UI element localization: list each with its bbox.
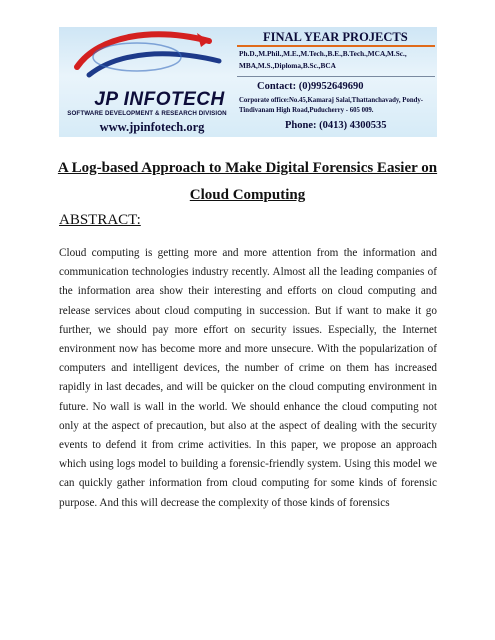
contact-number: Contact: (0)9952649690 <box>257 81 364 92</box>
orange-divider <box>237 45 435 47</box>
brand-name: JP INFOTECH <box>94 89 225 110</box>
swoosh-logo-icon <box>59 27 234 93</box>
phone-number: Phone: (0413) 4300535 <box>285 120 387 131</box>
website-link[interactable]: www.jpinfotech.org <box>99 120 205 134</box>
office-address: Corporate office:No.45,Kamaraj Salai,Thattanchavady, Pondy-Tindivanam High Road,Puducherry - 605 009. <box>239 97 424 114</box>
abstract-text: Cloud computing is getting more and more attention from the information and communication technologies industry recently. Almost all the leading companies of the information area show their interesting and efforts on cloud computing and release services about cloud computing in succession. But if want to make it go further, we should pay more effort on security issues. Especially, the Internet environment now has become more and more unsecure. With the popularization of computers and intelligent devices, the number of crime on them has increased rapidly in last decades, and will be quicker on the cloud computing environment in future. No wall is wall in the world. We should enhance the cloud computing not only at the aspect of precaution, but also at the aspect of dealing with the security events to defend it from crime activities. In this paper, we propose an approach which using logs model to building a forensic-friendly system. Using this model we can quickly gather information from cloud computing for some kinds of forensic purpose. And this will decrease the complexity of those kinds of forensics <box>59 247 437 509</box>
projects-title: FINAL YEAR PROJECTS <box>263 30 408 44</box>
abstract-heading: ABSTRACT: <box>59 212 141 228</box>
division-label: SOFTWARE DEVELOPMENT & RESEARCH DIVISION <box>67 110 227 117</box>
degrees-list: Ph.D.,M.Phil.,M.E.,M.Tech.,B.E.,B.Tech.,MCA,M.Sc., MBA,M.S.,Diploma,B.Sc.,BCA <box>239 49 407 70</box>
divider <box>237 76 435 77</box>
contact-area <box>237 27 435 137</box>
paper-title: A Log-based Approach to Make Digital Forensics Easier on Cloud Computing <box>57 160 438 203</box>
header-banner <box>59 27 437 137</box>
logo-area <box>59 27 234 137</box>
